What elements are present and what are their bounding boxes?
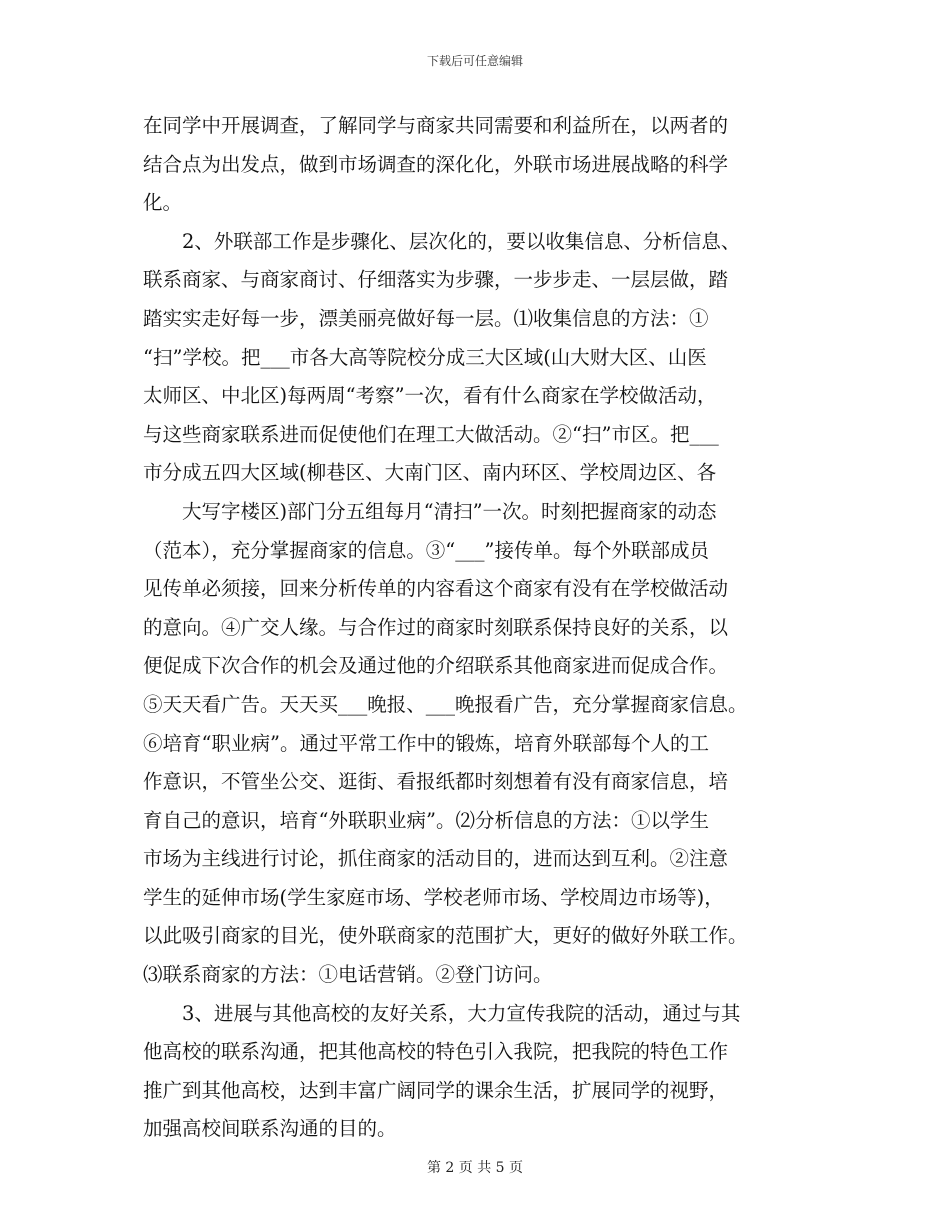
text-line: 便促成下次合作的机会及通过他的介绍联系其他商家进而促成合作。	[143, 654, 729, 678]
text-line: 大写字楼区)部门分五组每月“清扫”一次。时刻把握商家的动态	[182, 499, 717, 523]
text-line: “扫”学校。把___市各大高等院校分成三大区域(山大财大区、山医	[143, 345, 707, 369]
text-line: 与这些商家联系进而促使他们在理工大做活动。②“扫”市区。把___	[143, 422, 719, 446]
text-line: 化。	[143, 191, 183, 215]
text-line: ⑶联系商家的方法：①电话营销。②登门访问。	[143, 963, 553, 987]
document-body	[143, 107, 808, 1149]
text-line: 育自己的意识，培育“外联职业病”。⑵分析信息的方法：①以学生	[143, 808, 709, 832]
header-note: 下载后可任意编辑	[426, 54, 523, 68]
text-line: 作意识，不管坐公交、逛街、看报纸都时刻想着有没有商家信息，培	[143, 770, 729, 794]
paragraph-start-line: 3、进展与其他高校的友好关系，大力宣传我院的活动，通过与其	[182, 1001, 741, 1025]
text-line: 在同学中开展调查，了解同学与商家共同需要和利益所在，以两者的	[143, 114, 729, 137]
text-line: 他高校的联系沟通，把其他高校的特色引入我院，把我院的特色工作	[143, 1040, 729, 1064]
text-line: ⑤天天看广告。天天买___晚报、___晚报看广告，充分掌握商家信息。	[143, 692, 748, 716]
text-line: 的意向。④广交人缘。与合作过的商家时刻联系保持良好的关系，以	[143, 615, 729, 639]
text-line: 见传单必须接，回来分析传单的内容看这个商家有没有在学校做活动	[143, 577, 729, 601]
text-line: ⑥培育“职业病”。通过平常工作中的锻炼，培育外联部每个人的工	[143, 731, 709, 755]
text-line: （范本），充分掌握商家的信息。③“___”接传单。每个外联部成员	[143, 538, 709, 562]
text-line: 推广到其他高校，达到丰富广阔同学的课余生活，扩展同学的视野，	[143, 1078, 729, 1102]
paragraph-start-line: 2、外联部工作是步骤化、层次化的，要以收集信息、分析信息、	[182, 229, 741, 253]
page-number: 第 2 页 共 5 页	[426, 1160, 524, 1176]
text-line: 以此吸引商家的目光，使外联商家的范围扩大，更好的做好外联工作。	[143, 924, 748, 948]
text-line: 联系商家、与商家商讨、仔细落实为步骤，一步步走、一层层做，踏	[143, 268, 729, 292]
text-line: 加强高校间联系沟通的目的。	[143, 1117, 397, 1141]
text-line: 市场为主线进行讨论，抓住商家的活动目的，进而达到互利。②注意	[143, 847, 729, 871]
text-line: 市分成五四大区域(柳巷区、大南门区、南内环区、学校周边区、各	[143, 461, 717, 485]
text-line: 踏实实走好每一步，漂美丽亮做好每一层。⑴收集信息的方法：①	[143, 306, 709, 330]
text-line: 结合点为出发点，做到市场调查的深化化，外联市场进展战略的科学	[143, 152, 729, 176]
text-line: 学生的延伸市场(学生家庭市场、学校老师市场、学校周边市场等)，	[143, 885, 724, 909]
text-line: 太师区、中北区)每两周“考察”一次，看有什么商家在学校做活动，	[143, 384, 717, 408]
